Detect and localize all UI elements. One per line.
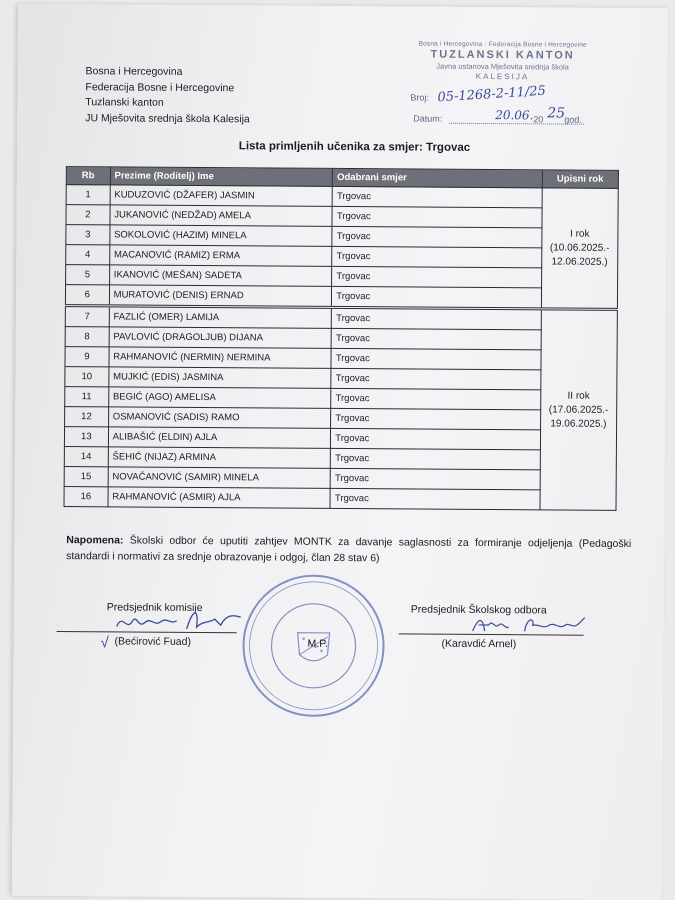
table-cell-name: ŠEHIĆ (NIJAZ) ARMINA — [108, 447, 331, 469]
table-cell-smjer: Trgovac — [331, 388, 541, 409]
table-cell-name: MACANOVIĆ (RAMIZ) ERMA — [109, 245, 332, 267]
stamp-top-line: Bosna i Hercegovina · Federacija Bosne i Hercegovine — [418, 40, 587, 49]
table-cell-name: MURATOVIĆ (DENIS) ERNAD — [109, 285, 332, 308]
institution-header — [85, 64, 250, 127]
table-cell-name: MUJKIĆ (EDIS) JASMINA — [109, 367, 332, 389]
table-cell-rb: 14 — [64, 447, 108, 467]
table-cell-rb: 8 — [65, 327, 109, 347]
table-cell-smjer: Trgovac — [331, 428, 541, 449]
school-board-signature — [469, 613, 599, 638]
commission-president-name: (Bećirović Fuad) — [114, 635, 192, 648]
table-cell-name: RAHMANOVIĆ (ASMIR) AJLA — [108, 487, 331, 509]
table-cell-rb: 3 — [66, 225, 110, 245]
table-cell-rb: 4 — [66, 245, 110, 265]
header-line: Federacija Bosne i Hercegovine — [85, 80, 235, 94]
table-cell-rb: 5 — [66, 265, 110, 285]
school-board-president-label: Predsjednik Školskog odbora — [410, 603, 547, 617]
note-text: Školski odbor će uputiti zahtjev MONTK za davanje saglasnosti za formiranje odjeljenja (Pedagoški standardi i normativi za srednje obrazovanje i odgoj, član 28 stav 6) — [66, 534, 632, 565]
rok-line: 12.06.2025.) — [551, 255, 608, 268]
table-cell-name: KUDUZOVIĆ (DŽAFER) JASMIN — [110, 185, 333, 207]
table-cell-name: JUKANOVIĆ (NEDŽAD) AMELA — [110, 205, 333, 227]
rok-second-term — [540, 309, 618, 511]
header-line: JU Mješovita srednja škola Kalesija — [85, 111, 250, 125]
table-cell-smjer: Trgovac — [331, 348, 541, 369]
col-rb: Rb — [66, 167, 110, 185]
commission-signature — [106, 601, 249, 637]
registry-stamp — [407, 40, 597, 81]
table-cell-rb: 10 — [65, 367, 109, 387]
table-cell-smjer: Trgovac — [330, 488, 540, 509]
datum-mid: 20 — [533, 114, 544, 125]
table-row — [64, 487, 616, 511]
table-cell-rb: 6 — [65, 285, 109, 306]
table-cell-rb: 12 — [65, 407, 109, 427]
stamp-kanton: TUZLANSKI KANTON — [430, 48, 575, 62]
broj-value: 05-1268-2-11/25 — [437, 83, 547, 106]
stamp-school: Javna ustanova Mješovita srednja škola — [436, 61, 569, 72]
rok-line: (17.06.2025.- — [548, 403, 609, 416]
table-cell-rb: 9 — [65, 347, 109, 367]
table-cell-rb: 1 — [66, 185, 110, 205]
table-cell-smjer: Trgovac — [331, 448, 541, 469]
students-table — [63, 166, 618, 511]
table-cell-name: SOKOLOVIĆ (HAZIM) MINELA — [110, 225, 333, 247]
table-cell-smjer: Trgovac — [332, 206, 542, 227]
document-page — [12, 4, 668, 900]
table-cell-smjer: Trgovac — [331, 328, 541, 349]
table-cell-name: RAHMANOVIĆ (NERMIN) NERMINA — [109, 347, 332, 369]
table-cell-smjer: Trgovac — [332, 266, 542, 287]
table-cell-name: ALIBAŠIĆ (ELDIN) AJLA — [108, 427, 331, 449]
table-cell-rb: 11 — [65, 387, 109, 407]
datum-value: 20.06. — [495, 108, 534, 123]
table-cell-rb: 7 — [65, 306, 109, 327]
page-title: Lista primljenih učenika za smjer: Trgovac — [238, 140, 471, 154]
col-name: Prezime (Roditelj) Ime — [110, 167, 333, 187]
rok-line: 19.06.2025.) — [550, 417, 607, 430]
check-mark-icon: √ — [100, 634, 109, 652]
table-cell-name: BEGIĆ (AGO) AMELISA — [108, 387, 331, 409]
table-cell-rb: 15 — [64, 467, 108, 487]
table-cell-rb: 16 — [64, 487, 108, 507]
rok-first-term — [541, 188, 618, 310]
stamp-city: KALESIJA — [475, 71, 530, 82]
table-cell-rb: 13 — [64, 427, 108, 447]
col-smjer: Odabrani smjer — [333, 168, 543, 187]
table-cell-smjer: Trgovac — [332, 226, 542, 247]
commission-president-label: Predsjednik komisije — [106, 601, 203, 615]
table-cell-smjer: Trgovac — [330, 468, 540, 489]
table-cell-smjer: Trgovac — [332, 307, 542, 329]
header-line: Bosna i Hercegovina — [85, 65, 183, 78]
header-line: Tuzlanski kanton — [85, 96, 164, 109]
note — [66, 532, 631, 568]
mp-label: M.P. — [307, 637, 328, 650]
table-cell-name: NOVAČANOVIĆ (SAMIR) MINELA — [108, 467, 331, 489]
table-body — [64, 185, 618, 511]
rok-line: (10.06.2025.- — [549, 241, 610, 254]
table-cell-name: IKANOVIĆ (MEŠAN) SADETA — [109, 265, 332, 287]
table-cell-smjer: Trgovac — [331, 408, 541, 429]
rok-line: II rok — [567, 390, 590, 402]
table-cell-name: OSMANOVIĆ (SADIS) RAMO — [108, 407, 331, 429]
table-cell-rb: 2 — [66, 205, 110, 225]
col-rok: Upisni rok — [542, 170, 618, 189]
school-board-president-name: (Karavdić Arnel) — [441, 637, 517, 651]
table-cell-name: PAVLOVIĆ (DRAGOLJUB) DIJANA — [109, 327, 332, 349]
table-cell-smjer: Trgovac — [331, 368, 541, 389]
table-cell-smjer: Trgovac — [332, 186, 542, 207]
rok-line: I rok — [570, 228, 590, 240]
table-cell-smjer: Trgovac — [332, 286, 542, 308]
datum-label: Datum: — [413, 113, 443, 124]
note-label: Napomena: — [66, 534, 124, 547]
broj-label: Broj: — [410, 92, 429, 103]
table-cell-smjer: Trgovac — [332, 246, 542, 267]
table-cell-name: FAZLIĆ (OMER) LAMIJA — [109, 306, 332, 329]
datum-suffix: god. — [564, 114, 582, 125]
datum-year: 25 — [547, 105, 566, 122]
